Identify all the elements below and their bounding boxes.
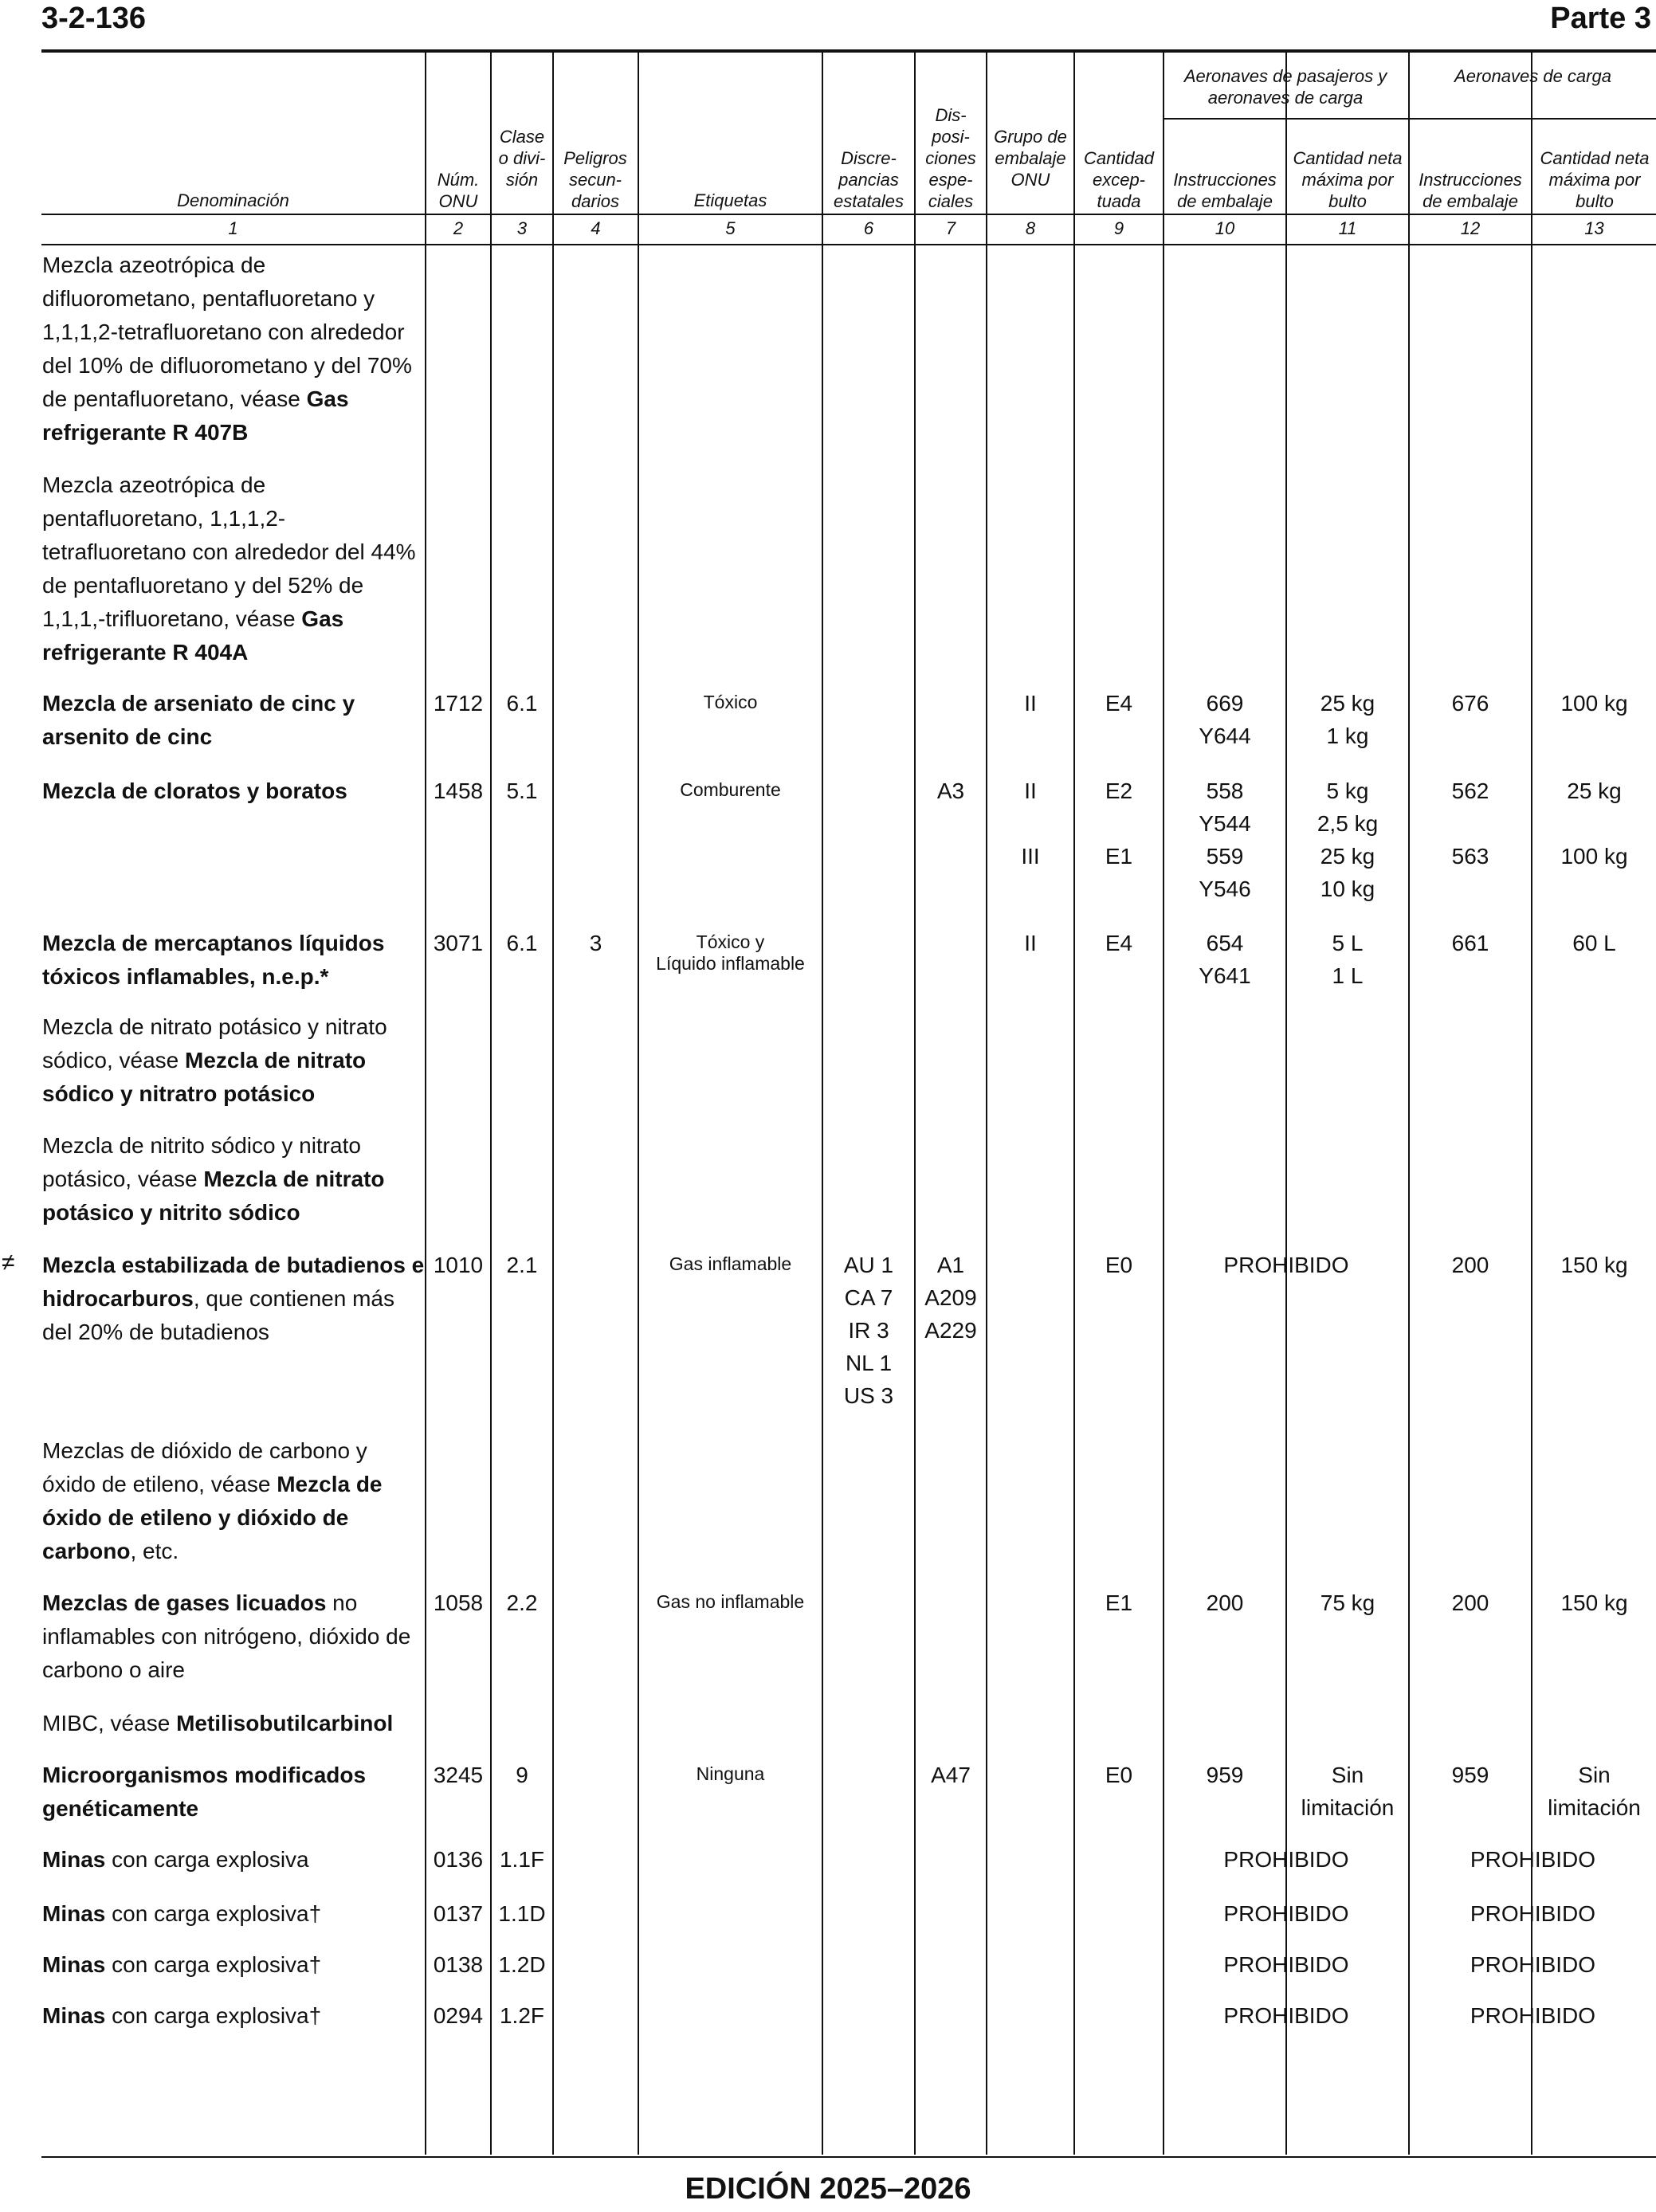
entry-name: Minas con carga explosiva† (42, 2003, 322, 2028)
col-divider (552, 53, 554, 2155)
entry-name: Microorganismos modificados genéticamente (42, 1763, 367, 1821)
entry-name: MIBC, véase Metilisobutilcarbinol (42, 1711, 394, 1735)
cargo-max-quantity: 150 kg (1560, 1253, 1628, 1277)
col-number: 2 (453, 218, 464, 238)
packing-group: II (1024, 691, 1037, 716)
packing-group: II (1024, 779, 1037, 803)
col-number: 11 (1338, 218, 1357, 238)
un-number: 0136 (433, 1847, 484, 1872)
un-number: 3245 (433, 1763, 484, 1787)
entry-name: Mezcla azeotrópica de pentafluoretano, 1,1,1,2- tetrafluoretano con alrededor del 44% de pentafluoretano y del 52% de 1,1,1,-trifluoretano, véase Gas refrigerante R 404A (42, 473, 416, 665)
col-header-cantidad-cargo: Cantidad neta máxima por bulto (1540, 148, 1650, 211)
entry-name: Mezcla de nitrito sódico y nitrato potásico, véase Mezcla de nitrato potásico y nitrito sódico (42, 1133, 385, 1225)
pax-max-quantity: Sin limitación (1301, 1763, 1395, 1820)
class-division: 1.1F (499, 1847, 545, 1872)
edition-footer: EDICIÓN 2025–2026 (685, 2172, 971, 2206)
col-divider (1531, 53, 1532, 2155)
class-division: 1.2F (499, 2003, 545, 2028)
col-number: 9 (1113, 218, 1124, 238)
col-divider (425, 53, 426, 2155)
class-division: 1.1D (498, 1901, 546, 1926)
col-number: 1 (228, 218, 238, 238)
header-rule (41, 49, 1656, 53)
col-header-discrepancias: Discre- pancias estatales (833, 148, 905, 211)
excepted-quantity: E0 (1105, 1253, 1133, 1277)
col-divider (1285, 53, 1287, 2155)
entry-name: Mezclas de gases licuados no inflamables con nitrógeno, dióxido de carbono o aire (42, 1590, 411, 1682)
pax-prohibited: PROHIBIDO (1223, 1253, 1349, 1277)
packing-group: III (1021, 844, 1040, 869)
un-number: 0294 (433, 2003, 484, 2028)
class-division: 6.1 (506, 931, 538, 955)
col-number: 6 (863, 218, 874, 238)
pax-prohibited: PROHIBIDO (1223, 1952, 1349, 1977)
col-header-denominacion: Denominación (177, 190, 289, 210)
col-number: 13 (1584, 218, 1604, 238)
pax-max-quantity: 5 L 1 L (1332, 931, 1364, 988)
cargo-packing-instruction: 563 (1451, 844, 1489, 869)
entry-name: Mezcla de nitrato potásico y nitrato sódico, véase Mezcla de nitrato sódico y nitratro potásico (42, 1014, 387, 1106)
excepted-quantity: E4 (1105, 691, 1133, 716)
group-rule (1163, 118, 1656, 120)
col-header-peligros: Peligros secun- darios (563, 148, 627, 211)
part-label: Parte 3 (1550, 2, 1651, 35)
pax-max-quantity: 25 kg 1 kg (1320, 691, 1375, 748)
entry-name: Mezcla de arseniato de cinc y arsenito de cinc (42, 691, 355, 749)
cargo-max-quantity: 25 kg (1567, 779, 1622, 803)
cargo-packing-instruction: 200 (1451, 1253, 1489, 1277)
group-cargo-header: Aeronaves de carga (1454, 66, 1611, 86)
col-header-etiquetas: Etiquetas (693, 190, 767, 210)
entry-name: Mezcla estabilizada de butadienos e hidrocarburos, que contienen más del 20% de butadienos (42, 1253, 425, 1344)
class-division: 5.1 (506, 779, 538, 803)
footer-rule (41, 2156, 1656, 2158)
col-header-grupo: Grupo de embalaje ONU (994, 127, 1067, 190)
col-number: 3 (516, 218, 528, 238)
col-divider (986, 53, 987, 2155)
pax-prohibited: PROHIBIDO (1223, 2003, 1349, 2028)
un-number: 1058 (433, 1590, 484, 1615)
cargo-prohibited: PROHIBIDO (1470, 2003, 1596, 2028)
col-header-clase: Clase o divi- sión (498, 127, 546, 190)
col-divider (1163, 53, 1164, 2155)
col-header-instrucciones-cargo: Instrucciones de embalaje (1419, 170, 1522, 211)
header-bottom-rule (41, 214, 1656, 215)
entry-name: Mezclas de dióxido de carbono y óxido de etileno, véase Mezcla de óxido de etileno y dióxido de carbono, etc. (42, 1438, 383, 1563)
col-divider (490, 53, 492, 2155)
entry-name: Minas con carga explosiva (42, 1847, 309, 1872)
cargo-prohibited: PROHIBIDO (1470, 1847, 1596, 1872)
cargo-prohibited: PROHIBIDO (1470, 1901, 1596, 1926)
pax-packing-instruction: 959 (1206, 1763, 1244, 1787)
un-number: 1712 (433, 691, 484, 716)
colnum-bottom-rule (41, 244, 1656, 245)
class-division: 1.2D (498, 1952, 546, 1977)
cargo-packing-instruction: 562 (1451, 779, 1489, 803)
packing-group: II (1024, 931, 1037, 955)
excepted-quantity: E1 (1105, 844, 1133, 869)
col-number: 7 (945, 218, 956, 238)
pax-packing-instruction: 558 Y544 559 Y546 (1199, 779, 1251, 901)
cargo-packing-instruction: 959 (1451, 1763, 1489, 1787)
cargo-max-quantity: 150 kg (1560, 1590, 1628, 1615)
entry-name: Mezcla azeotrópica de difluorometano, pentafluoretano y 1,1,1,2-tetrafluoretano con alrededor del 10% de difluorometano y del 70% de pentafluoretano, véase Gas refrigerante R 407B (42, 253, 412, 445)
entry-name: Minas con carga explosiva† (42, 1952, 322, 1977)
hazard-label: Gas no inflamable (656, 1591, 805, 1612)
entry-name: Mezcla de cloratos y boratos (42, 779, 347, 803)
group-pax-header: Aeronaves de pasajeros y aeronaves de carga (1183, 66, 1387, 108)
col-divider (1408, 53, 1410, 2155)
cargo-max-quantity: 60 L (1572, 931, 1616, 955)
entry-name: Mezcla de mercaptanos líquidos tóxicos inflamables, n.e.p.* (42, 931, 385, 989)
pax-packing-instruction: 654 Y641 (1199, 931, 1251, 988)
page-number: 3-2-136 (41, 2, 146, 35)
col-header-instrucciones-pax: Instrucciones de embalaje (1173, 170, 1277, 211)
variation-mark: ≠ (2, 1249, 15, 1276)
pax-prohibited: PROHIBIDO (1223, 1847, 1349, 1872)
cargo-max-quantity: 100 kg (1560, 691, 1628, 716)
col-divider (914, 53, 916, 2155)
subsidiary-hazard: 3 (589, 931, 602, 955)
hazard-label: Tóxico (703, 692, 758, 712)
pax-packing-instruction: 669 Y644 (1199, 691, 1251, 748)
col-number: 12 (1460, 218, 1481, 238)
hazard-label: Comburente (680, 779, 781, 800)
hazard-label: Tóxico y Líquido inflamable (656, 931, 805, 974)
special-provision: A3 (936, 779, 965, 803)
class-division: 6.1 (506, 691, 538, 716)
col-divider (822, 53, 823, 2155)
cargo-max-quantity: Sin limitación (1548, 1763, 1641, 1820)
col-header-cantidad-pax: Cantidad neta máxima por bulto (1293, 148, 1403, 211)
un-number: 1458 (433, 779, 484, 803)
cargo-packing-instruction: 661 (1451, 931, 1489, 955)
cargo-prohibited: PROHIBIDO (1470, 1952, 1596, 1977)
excepted-quantity: E0 (1105, 1763, 1133, 1787)
col-number: 5 (725, 218, 736, 238)
excepted-quantity: E4 (1105, 931, 1133, 955)
un-number: 0138 (433, 1952, 484, 1977)
col-number: 10 (1215, 218, 1235, 238)
entry-name: Minas con carga explosiva† (42, 1901, 322, 1926)
col-number: 4 (591, 218, 601, 238)
un-number: 0137 (433, 1901, 484, 1926)
class-division: 2.1 (506, 1253, 538, 1277)
state-variations: AU 1 CA 7 IR 3 NL 1 US 3 (843, 1253, 894, 1408)
pax-max-quantity: 5 kg 2,5 kg 25 kg 10 kg (1317, 779, 1379, 901)
cargo-packing-instruction: 676 (1451, 691, 1489, 716)
hazard-label: Gas inflamable (669, 1253, 792, 1274)
col-divider (638, 53, 639, 2155)
pax-packing-instruction: 200 (1206, 1590, 1244, 1615)
un-number: 3071 (433, 931, 484, 955)
col-number: 8 (1025, 218, 1036, 238)
special-provisions: A1 A209 A229 (924, 1253, 977, 1343)
cargo-packing-instruction: 200 (1451, 1590, 1489, 1615)
class-division: 9 (516, 1763, 528, 1787)
class-division: 2.2 (506, 1590, 538, 1615)
col-divider (1073, 53, 1075, 2155)
hazard-label: Ninguna (696, 1763, 765, 1784)
excepted-quantity: E2 (1105, 779, 1133, 803)
cargo-max-quantity: 100 kg (1560, 844, 1628, 869)
excepted-quantity: E1 (1105, 1590, 1133, 1615)
un-number: 1010 (433, 1253, 484, 1277)
col-header-cantidad-exceptuada: Cantidad excep- tuada (1083, 148, 1155, 211)
pax-max-quantity: 75 kg (1320, 1590, 1375, 1615)
col-header-disposiciones: Dis- posi- ciones espe- ciales (925, 105, 976, 211)
col-header-num-onu: Núm. ONU (437, 170, 480, 211)
pax-prohibited: PROHIBIDO (1223, 1901, 1349, 1926)
special-provision: A47 (931, 1763, 971, 1787)
